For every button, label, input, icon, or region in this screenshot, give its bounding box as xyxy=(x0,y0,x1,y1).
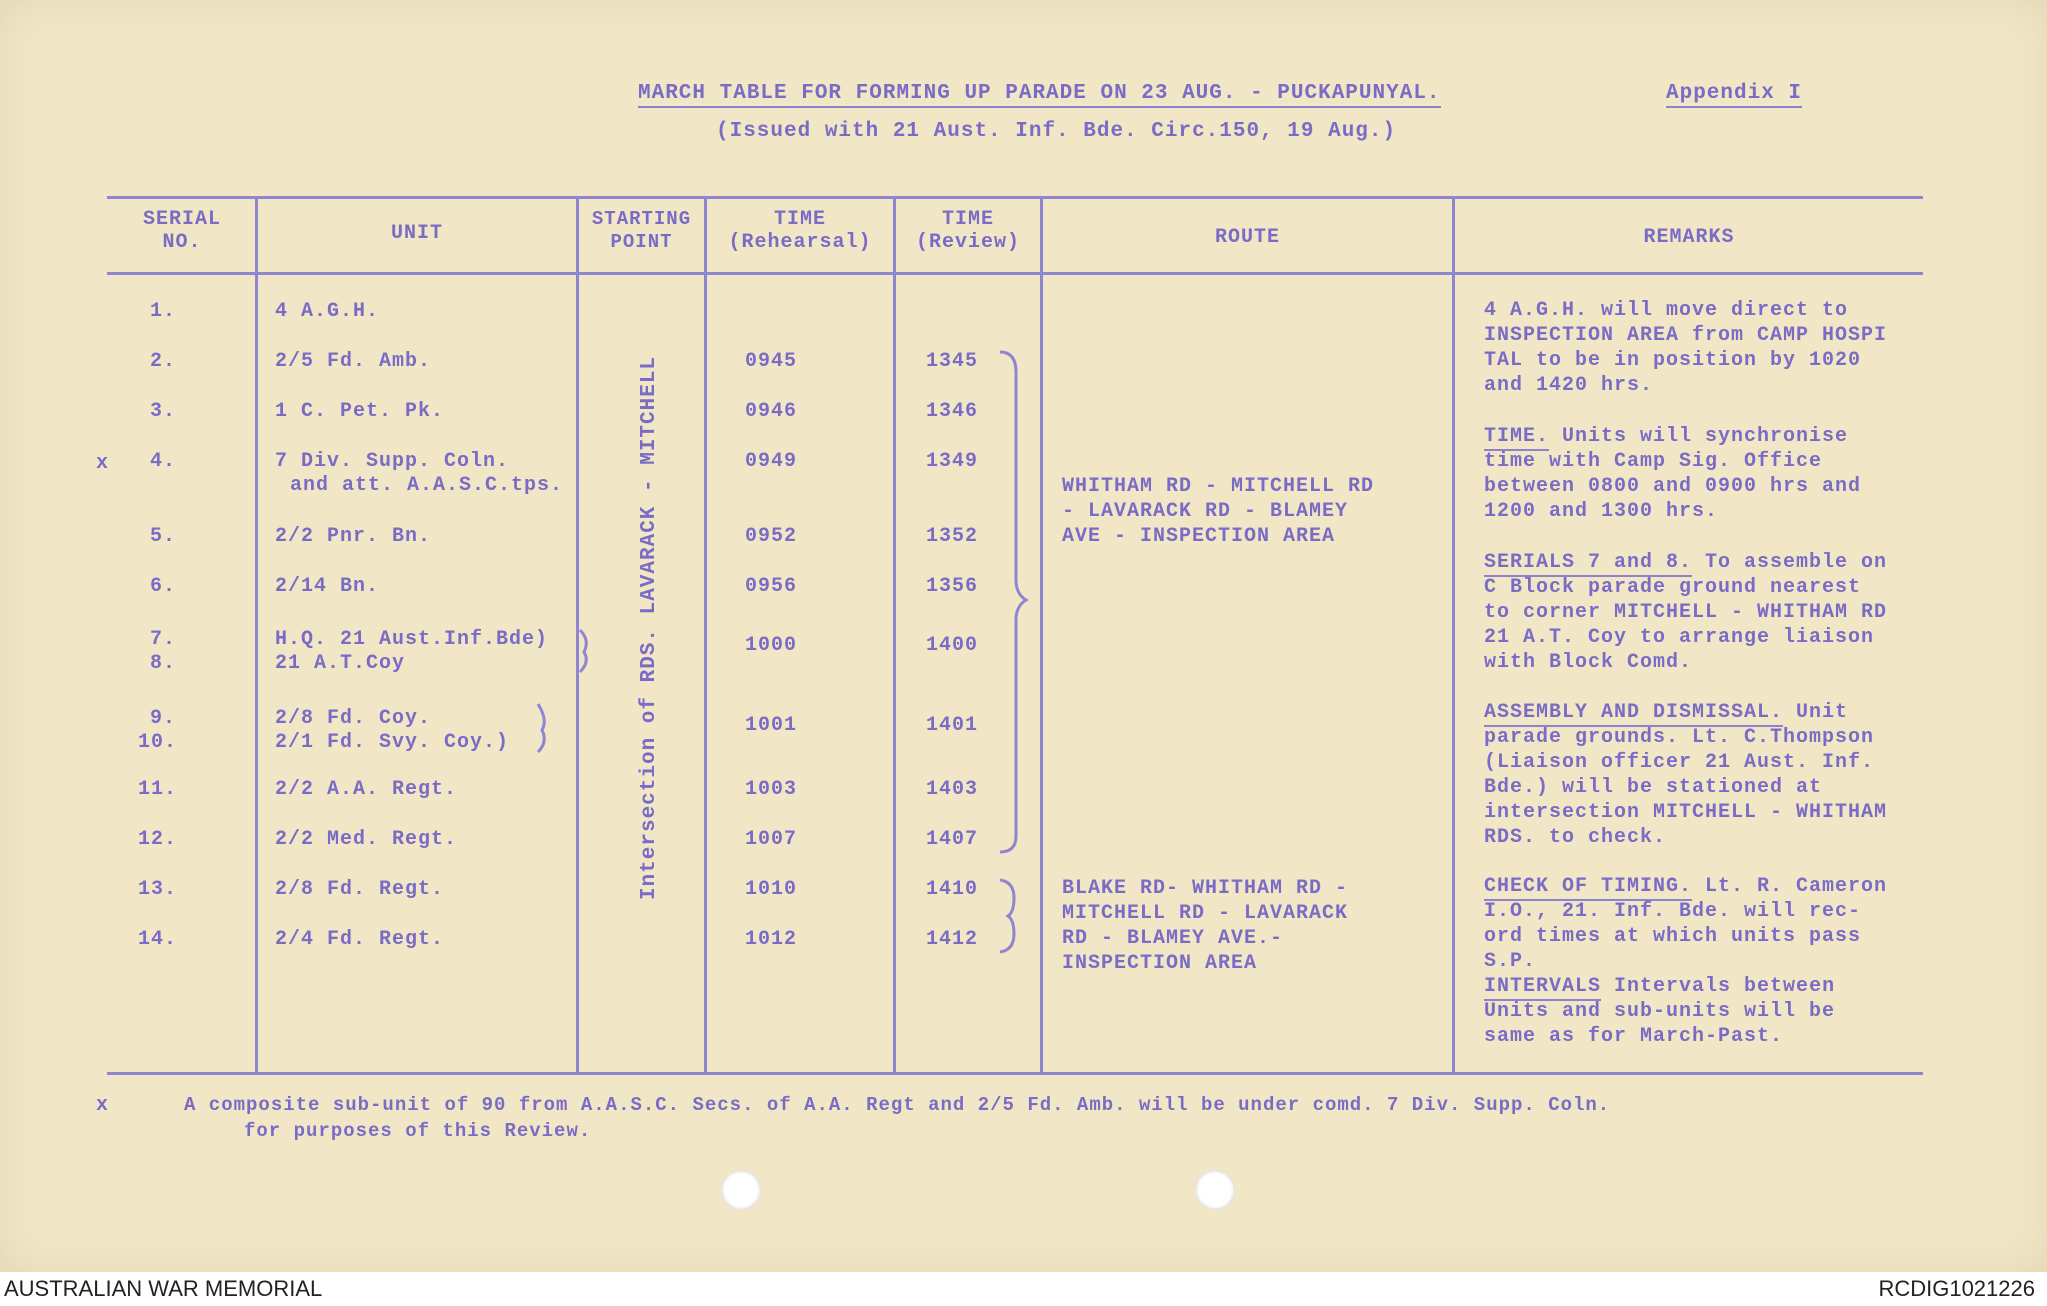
row-14-review: 1412 xyxy=(926,928,979,951)
row-4-rehearsal: 0949 xyxy=(745,450,798,473)
remarks-agh-line4: and 1420 hrs. xyxy=(1484,374,1654,397)
remarks-assembly-line5: intersection MITCHELL - WHITHAM xyxy=(1484,801,1888,824)
route-1-line2: - LAVARACK RD - BLAMEY xyxy=(1062,500,1349,523)
row-12-review: 1407 xyxy=(926,828,979,851)
remarks-check-line2: I.O., 21. Inf. Bde. will rec- xyxy=(1484,900,1862,923)
row-4-serial: 4. xyxy=(150,450,177,473)
footnote-line2: for purposes of this Review. xyxy=(244,1120,592,1142)
row-11-unit: 2/2 A.A. Regt. xyxy=(275,778,458,801)
remarks-check-line1: Lt. R. Cameron xyxy=(1692,875,1888,898)
document-title: MARCH TABLE FOR FORMING UP PARADE ON 23 AUG. - PUCKAPUNYAL. xyxy=(638,82,1441,108)
header-route: ROUTE xyxy=(1214,226,1280,249)
header-start-line2: POINT xyxy=(610,231,673,253)
route-2-line2: MITCHELL RD - LAVARACK xyxy=(1062,902,1349,925)
row-4-mark: x xyxy=(96,452,110,475)
row-3-rehearsal: 0946 xyxy=(745,400,798,423)
archive-name: AUSTRALIAN WAR MEMORIAL xyxy=(4,1276,323,1301)
row-4-unit-cont: and att. A.A.S.C.tps. xyxy=(290,474,564,497)
row-1-unit: 4 A.G.H. xyxy=(275,300,380,323)
row-6-rehearsal: 0956 xyxy=(745,575,798,598)
remarks-serials-line5: with Block Comd. xyxy=(1484,651,1693,674)
row-6-unit: 2/14 Bn. xyxy=(275,575,380,598)
route-2-line1: BLAKE RD- WHITHAM RD - xyxy=(1062,877,1349,900)
row-11-rehearsal: 1003 xyxy=(745,778,798,801)
header-unit: UNIT xyxy=(390,222,443,245)
remarks-check-line3: ord times at which units pass xyxy=(1484,925,1862,948)
remarks-check-line4: S.P. xyxy=(1484,950,1537,973)
row-1-serial: 1. xyxy=(150,300,177,323)
header-time-rev-line1: TIME xyxy=(941,208,994,231)
remarks-serials xyxy=(1484,550,1887,675)
row-6-review: 1356 xyxy=(926,575,979,598)
row-4-review: 1349 xyxy=(926,450,979,473)
remarks-assembly xyxy=(1484,700,1887,850)
row-2-rehearsal: 0945 xyxy=(745,350,798,373)
remarks-serials-line4: 21 A.T. Coy to arrange liaison xyxy=(1484,626,1875,649)
remarks-agh-line1: 4 A.G.H. will move direct to xyxy=(1484,299,1849,322)
punch-hole-right xyxy=(1195,1170,1235,1210)
remarks-interval-heading: INTERVALS xyxy=(1484,975,1601,1001)
row-2-review: 1345 xyxy=(926,350,979,373)
appendix-label: Appendix I xyxy=(1666,82,1802,108)
row-14-serial: 14. xyxy=(138,928,178,951)
row-3-serial: 3. xyxy=(150,400,177,423)
row-12-serial: 12. xyxy=(138,828,178,851)
row-9-serial: 9. xyxy=(150,707,177,730)
archive-footer xyxy=(0,1272,2047,1306)
row-7-serial: 7. xyxy=(150,628,177,651)
route-1-line1: WHITHAM RD - MITCHELL RD xyxy=(1062,475,1375,498)
remarks-time-line3: between 0800 and 0900 hrs and xyxy=(1484,475,1862,498)
remarks-time xyxy=(1484,424,1861,524)
footnote-mark: x xyxy=(96,1094,110,1117)
remarks-assembly-line6: RDS. to check. xyxy=(1484,826,1667,849)
remarks-serials-line3: to corner MITCHELL - WHITHAM RD xyxy=(1484,601,1888,624)
remarks-check-heading: CHECK OF TIMING. xyxy=(1484,875,1692,901)
route-serials-2-12 xyxy=(1062,474,1374,549)
footnote-line1: A composite sub-unit of 90 from A.A.S.C. Secs. of A.A. Regt and 2/5 Fd. Amb. will be under comd. 7 Div. Supp. Coln. xyxy=(184,1094,1611,1116)
remarks-agh-line3: TAL to be in position by 1020 xyxy=(1484,349,1862,372)
row-13-rehearsal: 1010 xyxy=(745,878,798,901)
remarks-time-heading: TIME. xyxy=(1484,425,1549,451)
row-8-unit: 21 A.T.Coy xyxy=(275,652,406,675)
remarks-interval-line1: Intervals between xyxy=(1601,975,1836,998)
row-11-serial: 11. xyxy=(138,778,178,801)
row-13-review: 1410 xyxy=(926,878,979,901)
remarks-assembly-line2: parade grounds. Lt. C.Thompson xyxy=(1484,726,1875,749)
remarks-interval-line2: Units and sub-units will be xyxy=(1484,1000,1836,1023)
remarks-interval-line3: same as for March-Past. xyxy=(1484,1025,1784,1048)
row-12-rehearsal: 1007 xyxy=(745,828,798,851)
remarks-time-line2: time with Camp Sig. Office xyxy=(1484,450,1823,473)
row-4-unit: 7 Div. Supp. Coln. xyxy=(275,450,510,473)
row-7-unit: H.Q. 21 Aust.Inf.Bde) xyxy=(275,628,549,651)
remarks-interval xyxy=(1484,974,1835,1049)
punch-hole-left xyxy=(721,1170,761,1210)
row-2-unit: 2/5 Fd. Amb. xyxy=(275,350,432,373)
header-serial-line2: NO. xyxy=(162,231,202,254)
row-3-unit: 1 C. Pet. Pk. xyxy=(275,400,445,423)
remarks-assembly-line3: (Liaison officer 21 Aust. Inf. xyxy=(1484,751,1875,774)
route-1-line3: AVE - INSPECTION AREA xyxy=(1062,525,1336,548)
row-3-review: 1346 xyxy=(926,400,979,423)
archive-id: RCDIG1021226 xyxy=(1878,1276,2035,1301)
remarks-assembly-heading: ASSEMBLY AND DISMISSAL. xyxy=(1484,701,1783,727)
row-14-rehearsal: 1012 xyxy=(745,928,798,951)
row-7-rehearsal: 1000 xyxy=(745,634,798,657)
header-time-reh-line2: (Rehearsal) xyxy=(728,231,872,254)
header-remarks: REMARKS xyxy=(1643,226,1735,249)
row-9-unit: 2/8 Fd. Coy. xyxy=(275,707,432,730)
row-8-serial: 8. xyxy=(150,652,177,675)
header-time-rev-line2: (Review) xyxy=(915,231,1020,254)
row-10-serial: 10. xyxy=(138,731,178,754)
route-2-line4: INSPECTION AREA xyxy=(1062,952,1258,975)
row-11-review: 1403 xyxy=(926,778,979,801)
remarks-time-line1: Units will synchronise xyxy=(1549,425,1849,448)
remarks-serials-line2: C Block parade ground nearest xyxy=(1484,576,1862,599)
remarks-agh-line2: INSPECTION AREA from CAMP HOSPI xyxy=(1484,324,1888,347)
header-time-reh-line1: TIME xyxy=(773,208,826,231)
remarks-assembly-line4: Bde.) will be stationed at xyxy=(1484,776,1823,799)
row-6-serial: 6. xyxy=(150,575,177,598)
row-12-unit: 2/2 Med. Regt. xyxy=(275,828,458,851)
row-13-unit: 2/8 Fd. Regt. xyxy=(275,878,445,901)
remarks-check xyxy=(1484,874,1887,974)
remarks-assembly-line1: Unit xyxy=(1783,701,1849,724)
row-10-unit: 2/1 Fd. Svy. Coy.) xyxy=(275,731,510,754)
row-5-unit: 2/2 Pnr. Bn. xyxy=(275,525,432,548)
row-5-rehearsal: 0952 xyxy=(745,525,798,548)
row-14-unit: 2/4 Fd. Regt. xyxy=(275,928,445,951)
starting-point-vertical: Intersection of RDS. LAVARACK - MITCHELL xyxy=(638,355,661,901)
row-9-review: 1401 xyxy=(926,714,979,737)
row-13-serial: 13. xyxy=(138,878,178,901)
header-serial-line1: SERIAL xyxy=(142,208,221,231)
header-start-line1: STARTING xyxy=(591,208,692,230)
row-9-rehearsal: 1001 xyxy=(745,714,798,737)
remarks-serials-line1: To assemble on xyxy=(1692,551,1888,574)
remarks-time-line4: 1200 and 1300 hrs. xyxy=(1484,500,1719,523)
route-serials-13-14 xyxy=(1062,876,1348,976)
document-subtitle: (Issued with 21 Aust. Inf. Bde. Circ.150, 19 Aug.) xyxy=(716,120,1397,143)
row-7-review: 1400 xyxy=(926,634,979,657)
remarks-serials-heading: SERIALS 7 and 8. xyxy=(1484,551,1692,577)
row-2-serial: 2. xyxy=(150,350,177,373)
row-5-review: 1352 xyxy=(926,525,979,548)
remarks-agh xyxy=(1484,298,1887,398)
row-5-serial: 5. xyxy=(150,525,177,548)
route-2-line3: RD - BLAMEY AVE.- xyxy=(1062,927,1284,950)
